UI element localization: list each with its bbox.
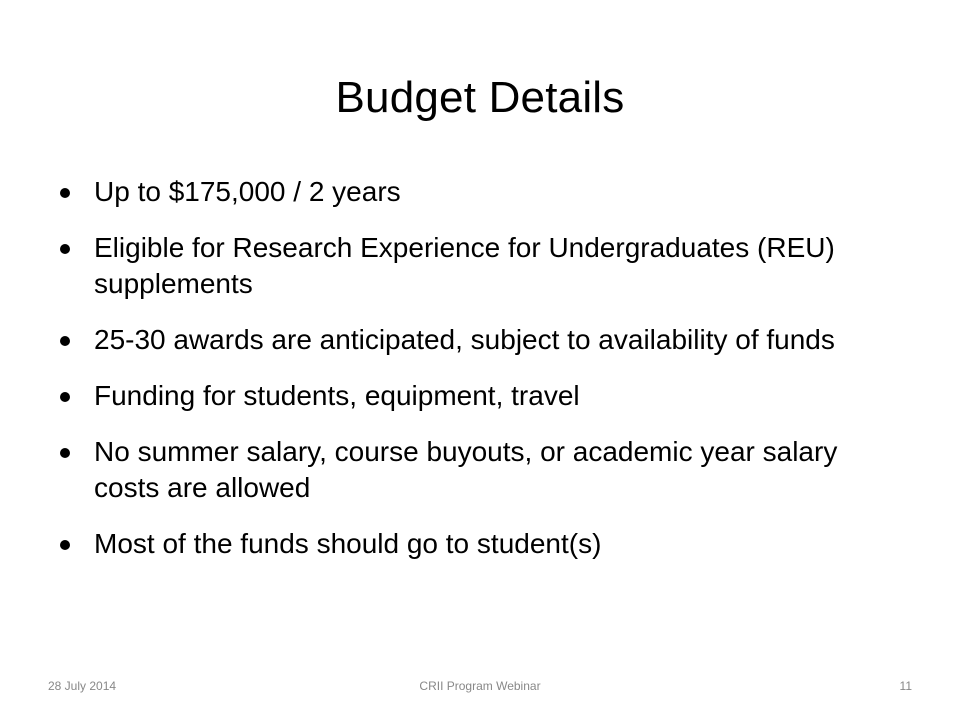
slide-number: 11 (899, 679, 912, 693)
bullet-list (60, 174, 910, 582)
bullet-icon (60, 188, 70, 198)
bullet-text: Most of the funds should go to student(s) (94, 528, 602, 559)
slide-title: Budget Details (335, 73, 625, 122)
bullet-text: Up to $175,000 / 2 years (94, 176, 401, 207)
bullet-icon (60, 336, 70, 346)
bullet-item (60, 322, 910, 358)
bullet-text: Eligible for Research Experience for Undergraduates (REU) supplements (94, 232, 835, 299)
bullet-item (60, 526, 910, 562)
bullet-text: No summer salary, course buyouts, or academic year salary costs are allowed (94, 436, 838, 503)
bullet-item (60, 378, 910, 414)
footer-title: CRII Program Webinar (419, 679, 541, 693)
bullet-icon (60, 540, 70, 550)
bullet-icon (60, 392, 70, 402)
bullet-icon (60, 244, 70, 254)
bullet-icon (60, 448, 70, 458)
bullet-item (60, 434, 910, 506)
bullet-item (60, 174, 910, 210)
bullet-item (60, 230, 910, 302)
bullet-text: Funding for students, equipment, travel (94, 380, 580, 411)
bullet-text: 25-30 awards are anticipated, subject to availability of funds (94, 324, 835, 355)
footer-date: 28 July 2014 (48, 679, 117, 693)
